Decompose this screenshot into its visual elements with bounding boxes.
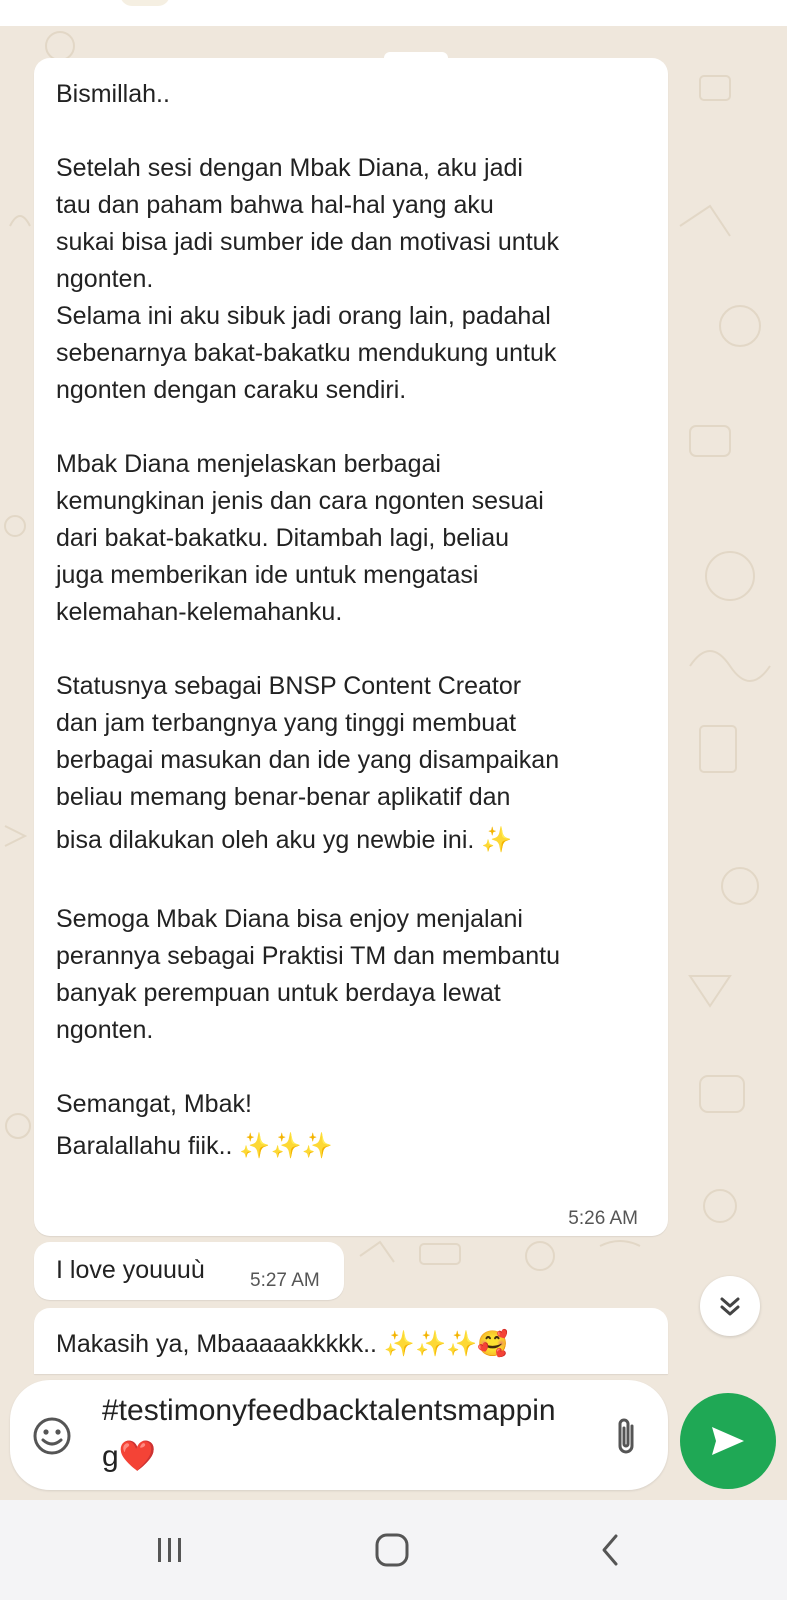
msg-line: Statusnya sebagai BNSP Content Creator <box>56 672 522 700</box>
sticker-emoji-icon[interactable] <box>32 1416 72 1456</box>
msg-line: kemungkinan jenis dan cara ngonten sesuai <box>56 487 544 515</box>
msg-line: Semoga Mbak Diana bisa enjoy menjalani <box>56 905 523 933</box>
msg-line: banyak perempuan untuk berdaya lewat <box>56 979 501 1007</box>
msg-line: kelemahan-kelemahanku. <box>56 598 343 626</box>
message-text: I love youuuù <box>56 1256 205 1284</box>
back-icon[interactable] <box>596 1532 626 1568</box>
msg-line: perannya sebagai Praktisi TM dan membantu <box>56 942 560 970</box>
msg-line: dan jam terbangnya yang tinggi membuat <box>56 709 517 737</box>
paperclip-icon[interactable] <box>608 1414 644 1458</box>
msg-line: Bismillah.. <box>56 80 170 108</box>
double-chevron-down-icon <box>717 1293 743 1319</box>
message-timestamp: 5:27 AM <box>250 1270 320 1291</box>
incoming-message-long[interactable] <box>34 58 668 1236</box>
system-navigation-bar <box>0 1500 787 1600</box>
msg-line: Setelah sesi dengan Mbak Diana, aku jadi <box>56 154 523 182</box>
incoming-message[interactable] <box>34 1308 668 1374</box>
send-arrow-icon <box>706 1419 750 1463</box>
recent-apps-icon[interactable] <box>150 1532 190 1568</box>
msg-line: ngonten. <box>56 1016 154 1044</box>
message-composer <box>10 1380 668 1490</box>
scroll-to-bottom-button[interactable] <box>700 1276 760 1336</box>
msg-line: juga memberikan ide untuk mengatasi <box>56 561 479 589</box>
message-input[interactable]: #testimonyfeedbacktalentsmapping❤️ <box>102 1394 556 1473</box>
msg-line: ngonten dengan caraku sendiri. <box>56 376 407 404</box>
incoming-message[interactable] <box>34 1242 344 1300</box>
message-body <box>56 76 656 1169</box>
message-timestamp: 5:26 AM <box>568 1208 638 1229</box>
msg-line: Baralallahu fiik.. ✨✨✨ <box>56 1132 333 1160</box>
msg-line: Selama ini aku sibuk jadi orang lain, padahal <box>56 302 551 330</box>
msg-line: berbagai masukan dan ide yang disampaikan <box>56 746 560 774</box>
msg-line: Mbak Diana menjelaskan berbagai <box>56 450 441 478</box>
msg-line: ngonten. <box>56 265 154 293</box>
msg-line: dari bakat-bakatku. Ditambah lagi, beliau <box>56 524 510 552</box>
msg-line: bisa dilakukan oleh aku yg newbie ini. ✨ <box>56 826 513 854</box>
home-icon[interactable] <box>372 1532 412 1568</box>
msg-line: tau dan paham bahwa hal-hal yang aku <box>56 191 494 219</box>
msg-line: sebenarnya bakat-bakatku mendukung untuk <box>56 339 557 367</box>
msg-line: Semangat, Mbak! <box>56 1090 252 1118</box>
send-button[interactable] <box>680 1393 776 1489</box>
message-text: Makasih ya, Mbaaaaakkkkk.. ✨✨✨🥰 <box>56 1330 509 1358</box>
msg-line: sukai bisa jadi sumber ide dan motivasi untuk <box>56 228 560 256</box>
msg-line: beliau memang benar-benar aplikatif dan <box>56 783 511 811</box>
status-bar-strip <box>0 0 787 26</box>
